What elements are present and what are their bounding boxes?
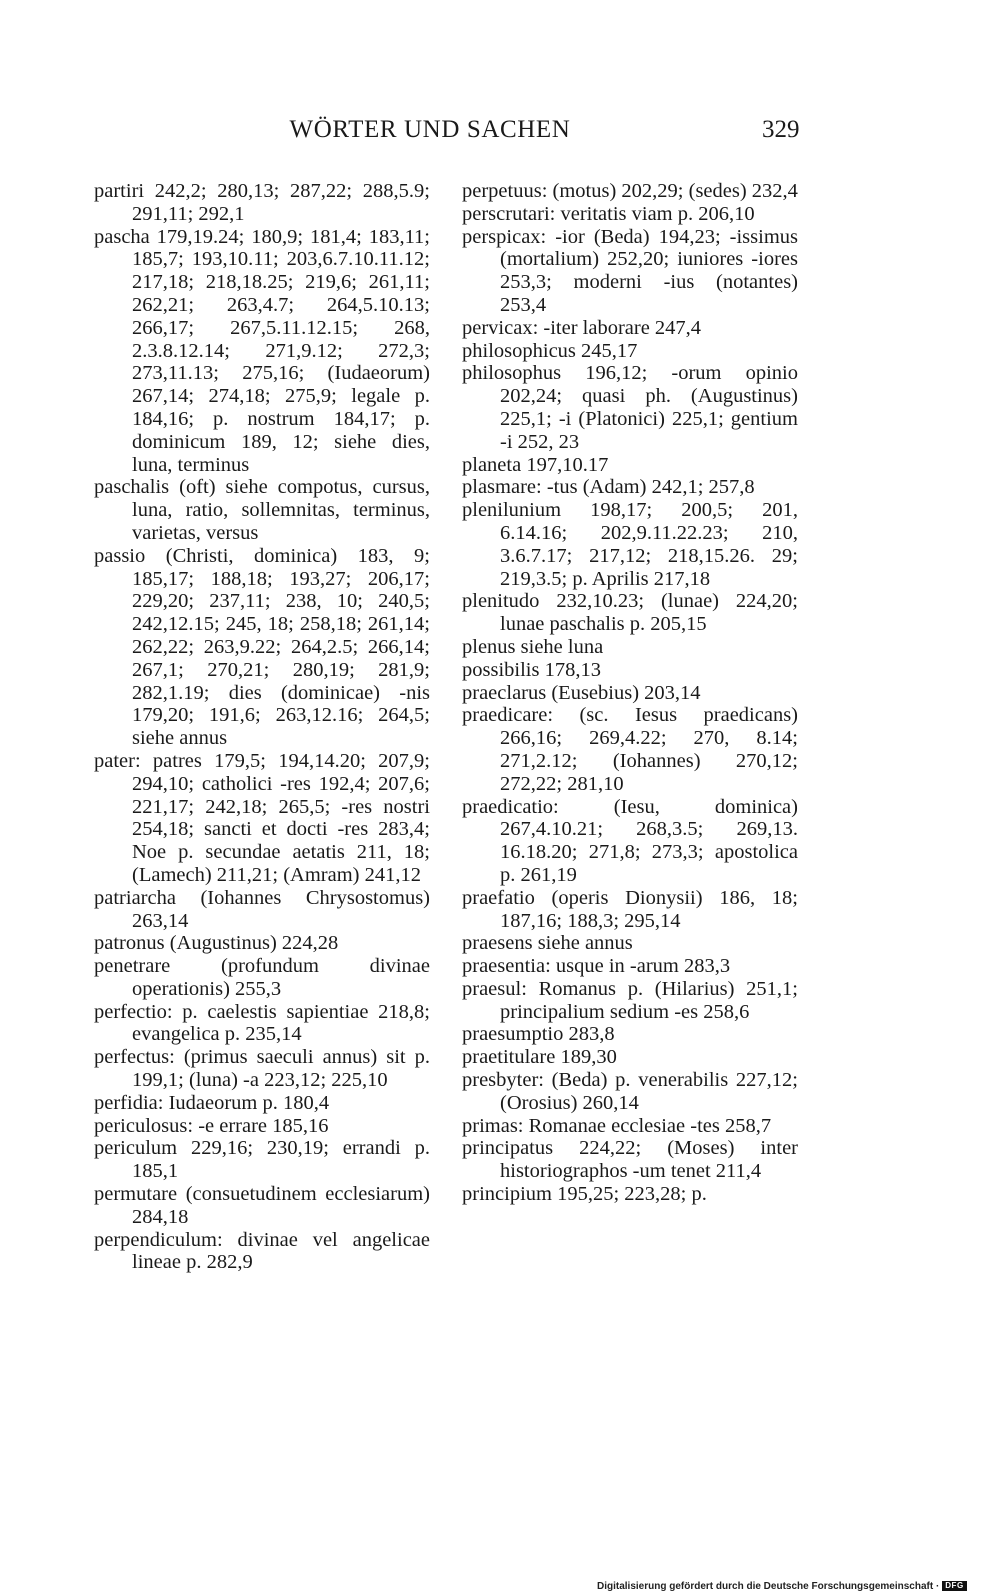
index-entry: pervicax: -iter laborare 247,4 [462,316,702,339]
index-entry: praedicatio: (Iesu, dominica) 267,4.10.21; 268,3.5; 269,13. 16.18.20; 271,8; 273,3; apostolica p. 261,19 [462,795,798,886]
index-entry: penetrare (profundum divinae operationis) 255,3 [94,955,430,1000]
index-entry: perfidia: Iudaeorum p. 180,4 [94,1091,330,1114]
index-entry: perscrutari: veritatis viam p. 206,10 [462,202,755,225]
index-entry: perspicax: -ior (Beda) 194,23; -issimus (mortalium) 252,20; iuniores -iores 253,3; moderni -ius (notantes) 253,4 [462,225,798,316]
index-entry: praesumptio 283,8 [462,1023,615,1046]
index-entry: pater: patres 179,5; 194,14.20; 207,9; 294,10; catholici -res 192,4; 207,6; 221,17; 242,18; 265,5; -res nostri 254,18; sancti et docti -res 283,4; Noe p. secundae aetatis 211, 18; (Lamech) 211,21; (Amram) 241,12 [94,749,430,886]
index-entry: plenilunium 198,17; 200,5; 201, 6.14.16; 202,9.11.22.23; 210, 3.6.7.17; 217,12; 218,15.26. 29; 219,3.5; p. Aprilis 217,18 [462,499,798,590]
index-entry: plenus siehe luna [462,635,604,658]
running-header-title: WÖRTER UND SACHEN [289,116,571,143]
index-column-left [94,180,430,1274]
index-entry: pascha 179,19.24; 180,9; 181,4; 183,11; 185,7; 193,10.11; 203,6.7.10.11.12; 217,18; 218,18.25; 219,6; 261,11; 262,21; 263,4.7; 264,5.10.13; 266,17; 267,5.11.12.15; 268, 2.3.8.12.14; 271,9.12; 272,3; 273,11.13; 275,16; (Iudaeorum) 267,14; 274,18; 275,9; legale p. 184,16; p. nostrum 184,17; p. dominicum 189, 12; siehe dies, luna, terminus [94,225,430,476]
index-entry: patronus (Augustinus) 224,28 [94,932,339,955]
index-entry: patriarcha (Iohannes Chrysostomus) 263,14 [94,886,430,932]
dfg-logo: DFG [942,1581,966,1591]
index-entry: perpendiculum: divinae vel angelicae lineae p. 282,9 [94,1228,430,1274]
index-entry: philosophus 196,12; -orum opinio 202,24; quasi ph. (Augustinus) 225,1; -i (Platonici) 225,1; gentium -i 252, 23 [462,362,798,453]
index-entry: permutare (consuetudinem ecclesiarum) 284,18 [94,1183,430,1228]
index-entry: passio (Christi, dominica) 183, 9; 185,17; 188,18; 193,27; 206,17; 229,20; 237,11; 238, 10; 240,5; 242,12.15; 245, 18; 258,18; 261,14; 262,22; 263,9.22; 264,2.5; 266,14; 267,1; 270,21; 280,19; 281,9; 282,1.19; dies (dominicae) -nis 179,20; 191,6; 263,12.16; 264,5; siehe annus [94,544,430,750]
index-entry: primas: Romanae ecclesiae -tes 258,7 [462,1114,772,1137]
page-number: 329 [762,116,800,143]
index-entry: praetitulare 189,30 [462,1046,617,1069]
index-entry: praesul: Romanus p. (Hilarius) 251,1; principalium sedium -es 258,6 [462,977,798,1023]
index-entry: plasmare: -tus (Adam) 242,1; 257,8 [462,476,755,499]
footer-text: Digitalisierung gefördert durch die Deutsche Forschungsgemeinschaft · [597,1581,940,1592]
index-entry: principium 195,25; 223,28; p. [462,1183,707,1206]
index-entry: perfectio: p. caelestis sapientiae 218,8; evangelica p. 235,14 [94,1000,430,1046]
index-entry: perpetuus: (motus) 202,29; (sedes) 232,4 [462,180,798,202]
index-entry: paschalis (oft) siehe compotus, cursus, luna, ratio, sollemnitas, terminus, varietas, versus [94,476,430,544]
index-column-right [462,180,798,1206]
index-entry: principatus 224,22; (Moses) inter historiographos -um tenet 211,4 [462,1137,798,1183]
index-entry: praedicare: (sc. Iesus praedicans) 266,16; 269,4.22; 270, 8.14; 271,2.12; (Iohannes) 270,12; 272,22; 281,10 [462,704,798,795]
index-entry: philosophicus 245,17 [462,339,638,362]
index-entry: partiri 242,2; 280,13; 287,22; 288,5.9; 291,11; 292,1 [94,180,430,225]
index-entry: praesens siehe annus [462,932,633,955]
index-entry: presbyter: (Beda) p. venerabilis 227,12; (Orosius) 260,14 [462,1069,798,1114]
index-entry: plenitudo 232,10.23; (lunae) 224,20; lunae paschalis p. 205,15 [462,590,798,636]
index-entry: praefatio (operis Dionysii) 186, 18; 187,16; 188,3; 295,14 [462,886,798,932]
index-entry: planeta 197,10.17 [462,453,609,476]
index-entry: periculum 229,16; 230,19; errandi p. 185,1 [94,1137,430,1183]
index-entry: possibilis 178,13 [462,658,601,681]
index-entry: praesentia: usque in -arum 283,3 [462,955,731,978]
digitization-footer [597,1581,967,1592]
index-entry: periculosus: -e errare 185,16 [94,1114,329,1137]
index-entry: perfectus: (primus saeculi annus) sit p. 199,1; (luna) -a 223,12; 225,10 [94,1046,430,1092]
index-entry: praeclarus (Eusebius) 203,14 [462,681,701,704]
